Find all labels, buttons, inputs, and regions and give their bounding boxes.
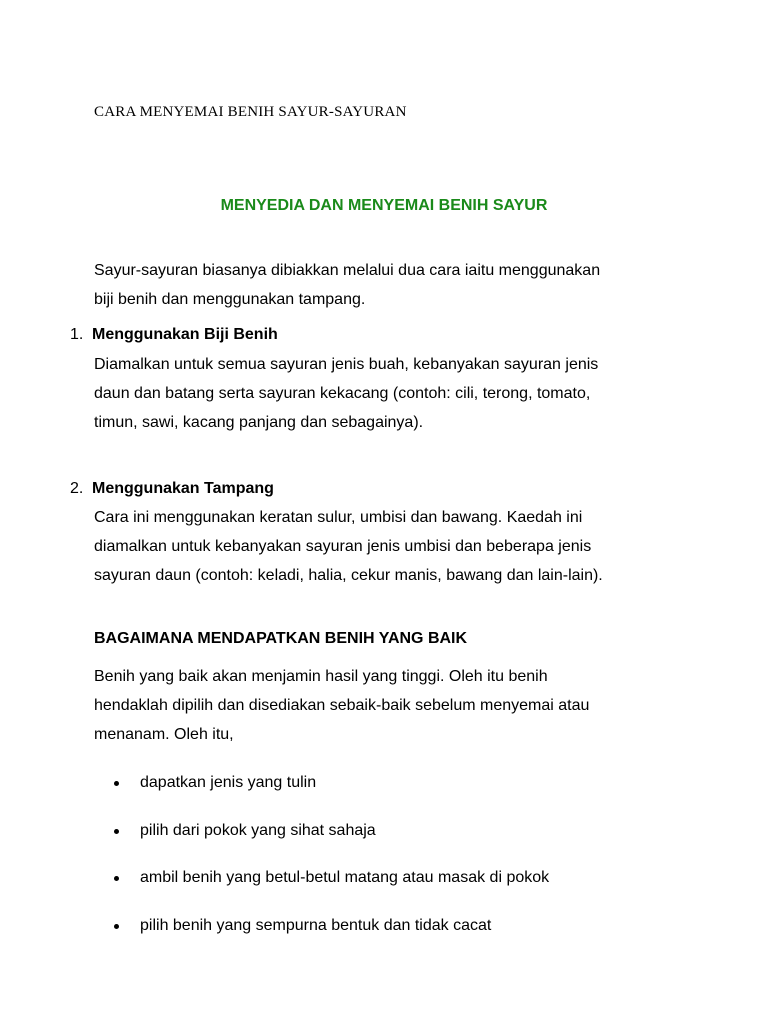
method-line: Cara ini menggunakan keratan sulur, umbisi dan bawang. Kaedah ini — [94, 509, 583, 526]
list-item-text: dapatkan jenis yang tulin — [140, 774, 317, 791]
list-item-text: ambil benih yang betul-betul matang atau masak di pokok — [140, 869, 550, 886]
list-item-text: pilih dari pokok yang sihat sahaja — [140, 821, 376, 839]
intro-line: Sayur-sayuran biasanya dibiakkan melalui dua cara iaitu menggunakan — [94, 262, 601, 279]
bullet-icon — [114, 924, 119, 929]
benih-line: Benih yang baik akan menjamin hasil yang tinggi. Oleh itu benih — [94, 668, 548, 685]
benih-line: menanam. Oleh itu, — [94, 726, 234, 743]
benih-line: hendaklah dipilih dan disediakan sebaik-baik sebelum menyemai atau — [94, 697, 590, 714]
bullet-icon — [114, 876, 119, 881]
method-line: diamalkan untuk kebanyakan sayuran jenis umbisi dan beberapa jenis — [94, 538, 592, 555]
list-item-text: pilih benih yang sempurna bentuk dan tidak cacat — [140, 916, 492, 934]
method-label: Menggunakan Tampang — [92, 480, 274, 497]
method-line: Diamalkan untuk semua sayuran jenis buah, kebanyakan sayuran jenis — [94, 356, 599, 373]
bullet-icon — [114, 829, 119, 834]
benih-paragraph — [94, 662, 694, 749]
method-1-description — [94, 350, 694, 437]
intro-line: biji benih dan menggunakan tampang. — [94, 291, 366, 308]
bullet-icon — [114, 781, 119, 786]
method-line: sayuran daun (contoh: keladi, halia, cekur manis, bawang dan lain-lain). — [94, 567, 603, 584]
method-number: 1. — [70, 326, 84, 343]
doc-title: CARA MENYEMAI BENIH SAYUR-SAYURAN — [94, 104, 407, 120]
method-line: daun dan batang serta sayuran kekacang (contoh: cili, terong, tomato, — [94, 385, 591, 402]
benih-subheading: BAGAIMANA MENDAPATKAN BENIH YANG BAIK — [94, 630, 468, 647]
method-2-description — [94, 503, 694, 590]
method-line: timun, sawi, kacang panjang dan sebagainya). — [94, 414, 424, 431]
method-2-heading — [70, 474, 274, 503]
method-label: Menggunakan Biji Benih — [92, 326, 278, 343]
intro-paragraph — [94, 256, 694, 314]
method-1-heading — [70, 320, 278, 349]
method-number: 2. — [70, 480, 84, 497]
section-heading: MENYEDIA DAN MENYEMAI BENIH SAYUR — [220, 197, 548, 214]
